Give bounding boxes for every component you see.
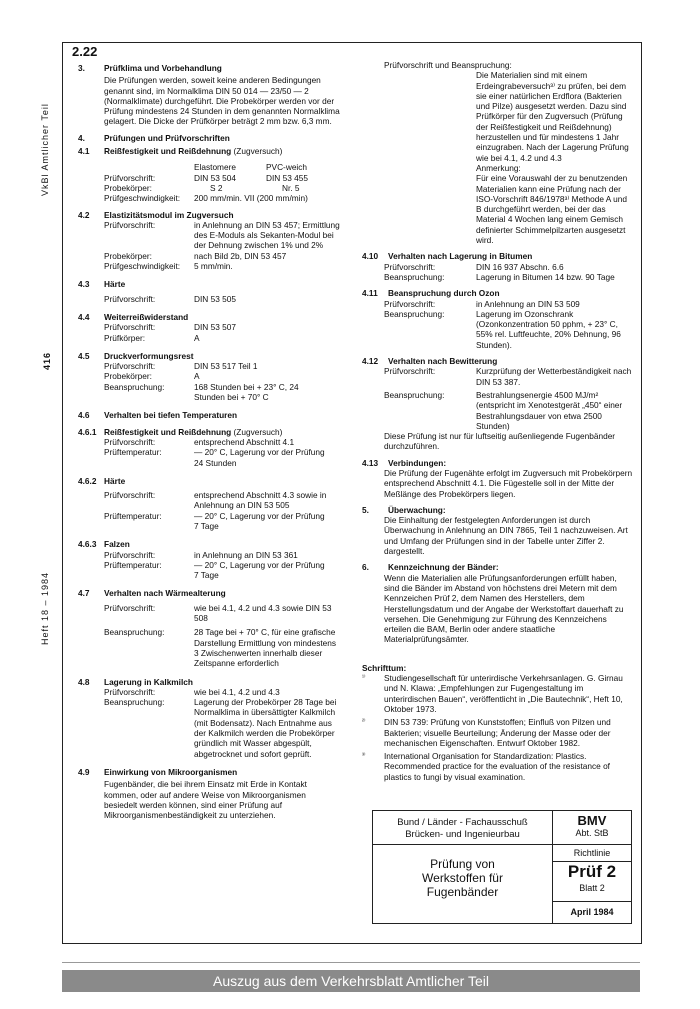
kv-row: Prüftemperatur: — 20° C, Lagerung vor der Prüfung 7 Tage (104, 510, 325, 531)
kv-row: Beanspruchung: 168 Stunden bei + 23° C, 24 Stunden bei + 70° C (104, 381, 299, 403)
reference-item: ³⁾ International Organisation for Standardization: Plastics. Recommended practice for the evaluation of the resistance of plastics to fungi by visual examination. (362, 751, 610, 782)
margin-issue: Heft 18 – 1984 (40, 571, 50, 645)
kv-row: Prüfvorschrift: DIN 16 937 Abschn. 6.6 (384, 261, 564, 272)
footer-banner: Auszug aus dem Verkehrsblatt Amtlicher Teil (62, 970, 640, 992)
section-4-6: 4.6 Verhalten bei tiefen Temperaturen (78, 410, 238, 421)
doc-number: 2.22 (72, 44, 98, 59)
section-4-12-text: Diese Prüfung ist nur für luftseitig außenliegende Fugenbänder durchzuführen. (384, 431, 616, 452)
section-4-6-2: 4.6.2 Härte (78, 475, 126, 486)
kv-row: Prüftemperatur: — 20° C, Lagerung vor der Prüfung 7 Tage (104, 559, 325, 581)
section-4-9-text: Fugenbänder, die bei ihrem Einsatz mit Erde in Kontakt kommen, oder auf andere Weise von Mikroorganismen besiedelt werden können, sind einer Prüfung auf Mikroorganismenbeständigkeit zu unterziehen. (104, 779, 307, 821)
section-4-13-text: Die Prüfung der Fugenähte erfolgt im Zugversuch mit Probekörpern entsprechend Abschnitt 4.1. Die Fügestelle soll in der Mitte der Meßlänge des Probekörpers liegen. (384, 467, 633, 499)
kv-row: Beanspruchung: 28 Tage bei + 70° C, für eine grafische Darstellung Ermittlung von mindestens 3 Zwischenwerten innerhalb dieser Zeitspanne erforderlich (104, 627, 337, 669)
section-3-text: Die Prüfungen werden, soweit keine anderen Bedingungen genannt sind, im Normalklima DIN 50 014 — 23/50 — 2 (Normalklimate) durchgeführt. Die Probekörper werden vor der Prüfung mindestens 24 Stunden in dem genannten Normalklima gelagert. Die Dicke der Prüfkörper beträgt 2 mm bzw. 6,3 mm. (104, 75, 340, 127)
right-column (362, 60, 634, 782)
section-4-6-1: 4.6.1 Reißfestigkeit und Reißdehnung (Zugversuch) (78, 426, 283, 437)
kv-row: Prüfkörper: A (104, 332, 200, 343)
kv-row: Probekörper: nach Bild 2b, DIN 53 457 (104, 250, 287, 261)
section-4-11: 4.11 Beanspruchung durch Ozon (362, 288, 500, 299)
references-title: Schrifttum: (362, 662, 407, 673)
kv-row: Prüfvorschrift: in Anlehnung an DIN 53 509 (384, 298, 580, 309)
kv-row: Probekörper: A (104, 371, 200, 382)
section-4-13: 4.13 Verbindungen: (362, 457, 447, 468)
section-4: 4. Prüfungen und Prüfvorschriften (78, 132, 230, 143)
references (362, 663, 634, 782)
section-4-9-cont-text: Die Materialien sind mit einem Erdeingrabeversuch³⁾ zu prüfen, bei dem sie einer natürlichen Erdflora (Bakterien und Pilze) ausgesetzt werden. Dazu sind Prüfkörper für den Zugversuch (Prüfung der Reißfestigkeit und Reißdehnung) herzustellen und für mindestens 1 Jahr einzugraben. Nach der Lagerung Prüfung wie bei 4.1, 4.2 und 4.3 (476, 70, 629, 163)
footer-rule (62, 962, 640, 963)
section-4-12: 4.12 Verhalten nach Bewitterung (362, 356, 498, 367)
title-block-ministry: BMV Abt. StB (553, 811, 631, 845)
section-4-10: 4.10 Verhalten nach Lagerung in Bitumen (362, 251, 533, 262)
section-6-text: Wenn die Materialien alle Prüfungsanforderungen erfüllt haben, sind die Bänder im Abstand von höchstens drei Metern mit dem Kennzeichen Prüf 2, dem Namen des Herstellers, dem Herstellungsdatum und der Angabe der Werkstoffart dauerhaft zu versehen. Die Genehmigung zur Führung des Kennzeichens erteilen die BAM, Berlin oder andere staatliche Materialprüfungsämter. (384, 572, 624, 645)
section-4-5: 4.5 Druckverformungsrest (78, 350, 194, 361)
kv-row: Prüftemperatur: — 20° C, Lagerung vor der Prüfung 24 Stunden (104, 447, 325, 468)
kv-row: Prüfvorschrift: entsprechend Abschnitt 4.3 sowie in Anlehnung an DIN 53 505 (104, 490, 327, 511)
title-block-type: Richtlinie (553, 845, 631, 862)
title-block-org: Bund / Länder - Fachausschuß Brücken- und Ingenieurbau (373, 811, 553, 845)
kv-row: Prüfgeschwindigkeit: 5 mm/min. (104, 261, 233, 272)
margin-page-number: 416 (42, 351, 52, 370)
kv-row: Prüfvorschrift: DIN 53 517 Teil 1 (104, 361, 258, 372)
kv-row: Beanspruchung: Lagerung der Probekörper 28 Tage bei Normalklima in übersättigter Kalkmilch (mit Bodensatz). Nach Entnahme aus der Kalkmilch werden die Probekörper gründlich mit Wasser abgespült, abgetrocknet und sofort geprüft. (104, 697, 337, 759)
section-4-6-3: 4.6.3 Falzen (78, 539, 130, 550)
left-column (78, 60, 340, 820)
section-4-1: 4.1 Reißfestigkeit und Reißdehnung (Zugversuch) (78, 146, 283, 157)
reference-item: ²⁾ DIN 53 739: Prüfung von Kunststoffen; Einfluß von Pilzen und Bakterien; visuelle Beurteilung; Änderung der Masse oder der mechanischen Eigenschaften. Entwurf Oktober 1982. (362, 717, 611, 748)
title-block (372, 810, 632, 924)
kv-row: Prüfvorschrift: wie bei 4.1, 4.2 und 4.3 (104, 686, 280, 697)
title-block-code: Prüf 2 Blatt 2 (553, 861, 631, 902)
kv-row: Beanspruchung: Bestrahlungsenergie 4500 MJ/m² (entspricht im Xenotestgerät „450“ einer Bestrahlungsdauer von etwa 2500 Stunden) (384, 389, 623, 431)
section-4-9: 4.9 Einwirkung von Mikroorganismen (78, 766, 238, 777)
kv-row: Prüfvorschrift: entsprechend Abschnitt 4.1 (104, 436, 295, 447)
section-4-7: 4.7 Verhalten nach Wärmealterung (78, 588, 226, 599)
section-6: 6. Kennzeichnung der Bänder: (362, 562, 499, 573)
section-4-1-speed: Prüfgeschwindigkeit: 200 mm/min. VII (200 mm/min) (104, 193, 308, 204)
kv-row: Prüfvorschrift: wie bei 4.1, 4.2 und 4.3 sowie DIN 53 508 (104, 602, 332, 624)
title-block-date: April 1984 (570, 907, 614, 917)
section-4-2: 4.2 Elastizitätsmodul im Zugversuch (78, 209, 234, 220)
title-block-title: Prüfung von Werkstoffen für Fugenbänder (373, 845, 553, 923)
note-label: Anmerkung: (476, 162, 521, 173)
section-4-1-table: Elastomere PVC-weich Prüfvorschrift: DIN 53 504 DIN 53 455 Probekörper: S 2 Nr. 5 (104, 162, 308, 193)
kv-row: Beanspruchung: Lagerung im Ozonschrank (Ozonkonzentration 50 pphm, + 23° C, 55% rel. Luftfeuchte, 20% Dehnung, 96 Stunden). (384, 308, 621, 350)
margin-journal-label: VkBl Amtlicher Teil (40, 103, 50, 196)
reference-item: ¹⁾ Studiengesellschaft für unterirdische Verkehrsanlagen. G. Girnau und N. Klawa: „Empfehlungen zur Fugengestaltung im unterirdischen Bauen“, veröffentlicht in „Die Bautechnik“, Heft 10, Oktober 1973. (362, 673, 623, 714)
kv-row: Beanspruchung: Lagerung in Bitumen 14 bzw. 90 Tage (384, 271, 615, 282)
section-5: 5. Überwachung: (362, 504, 446, 515)
kv-row: Prüfvorschrift: DIN 53 505 (104, 293, 236, 304)
section-4-4: 4.4 Weiterreißwiderstand (78, 311, 189, 322)
kv-row: Prüfvorschrift: in Anlehnung an DIN 53 361 (104, 549, 298, 560)
kv-row: Prüfvorschrift: Kurzprüfung der Wetterbeständigkeit nach DIN 53 387. (384, 366, 632, 387)
section-4-8: 4.8 Lagerung in Kalkmilch (78, 676, 193, 687)
section-5-text: Die Einhaltung der festgelegten Anforderungen ist durch Überwachung in Anlehnung an DIN 7865, Teil 1 nachzuweisen. Art und Umfang der Prüfungen sind in der Tabelle unter Ziffer 2. dargestellt. (384, 515, 628, 557)
note-text: Für eine Vorauswahl der zu benutzenden Materialien kann eine Prüfung nach der ISO-Vorschrift 846/1978³⁾ Methode A und B durchgeführt werden, bei der das Material 4 Wochen lang einem Gemisch definierter Schimmelpilzarten ausgesetzt wird. (476, 173, 628, 246)
section-3: 3. Prüfklima und Vorbehandlung (78, 63, 222, 73)
section-4-9-cont-label: Prüfvorschrift und Beanspruchung: (384, 60, 512, 70)
kv-row: Prüfvorschrift: DIN 53 507 (104, 322, 236, 333)
section-4-3: 4.3 Härte (78, 279, 126, 290)
kv-row: Prüfvorschrift: in Anlehnung an DIN 53 457; Ermittlung des E-Moduls als Sekanten-Modul bei der Dehnung zwischen 1% und 2% (104, 219, 340, 251)
